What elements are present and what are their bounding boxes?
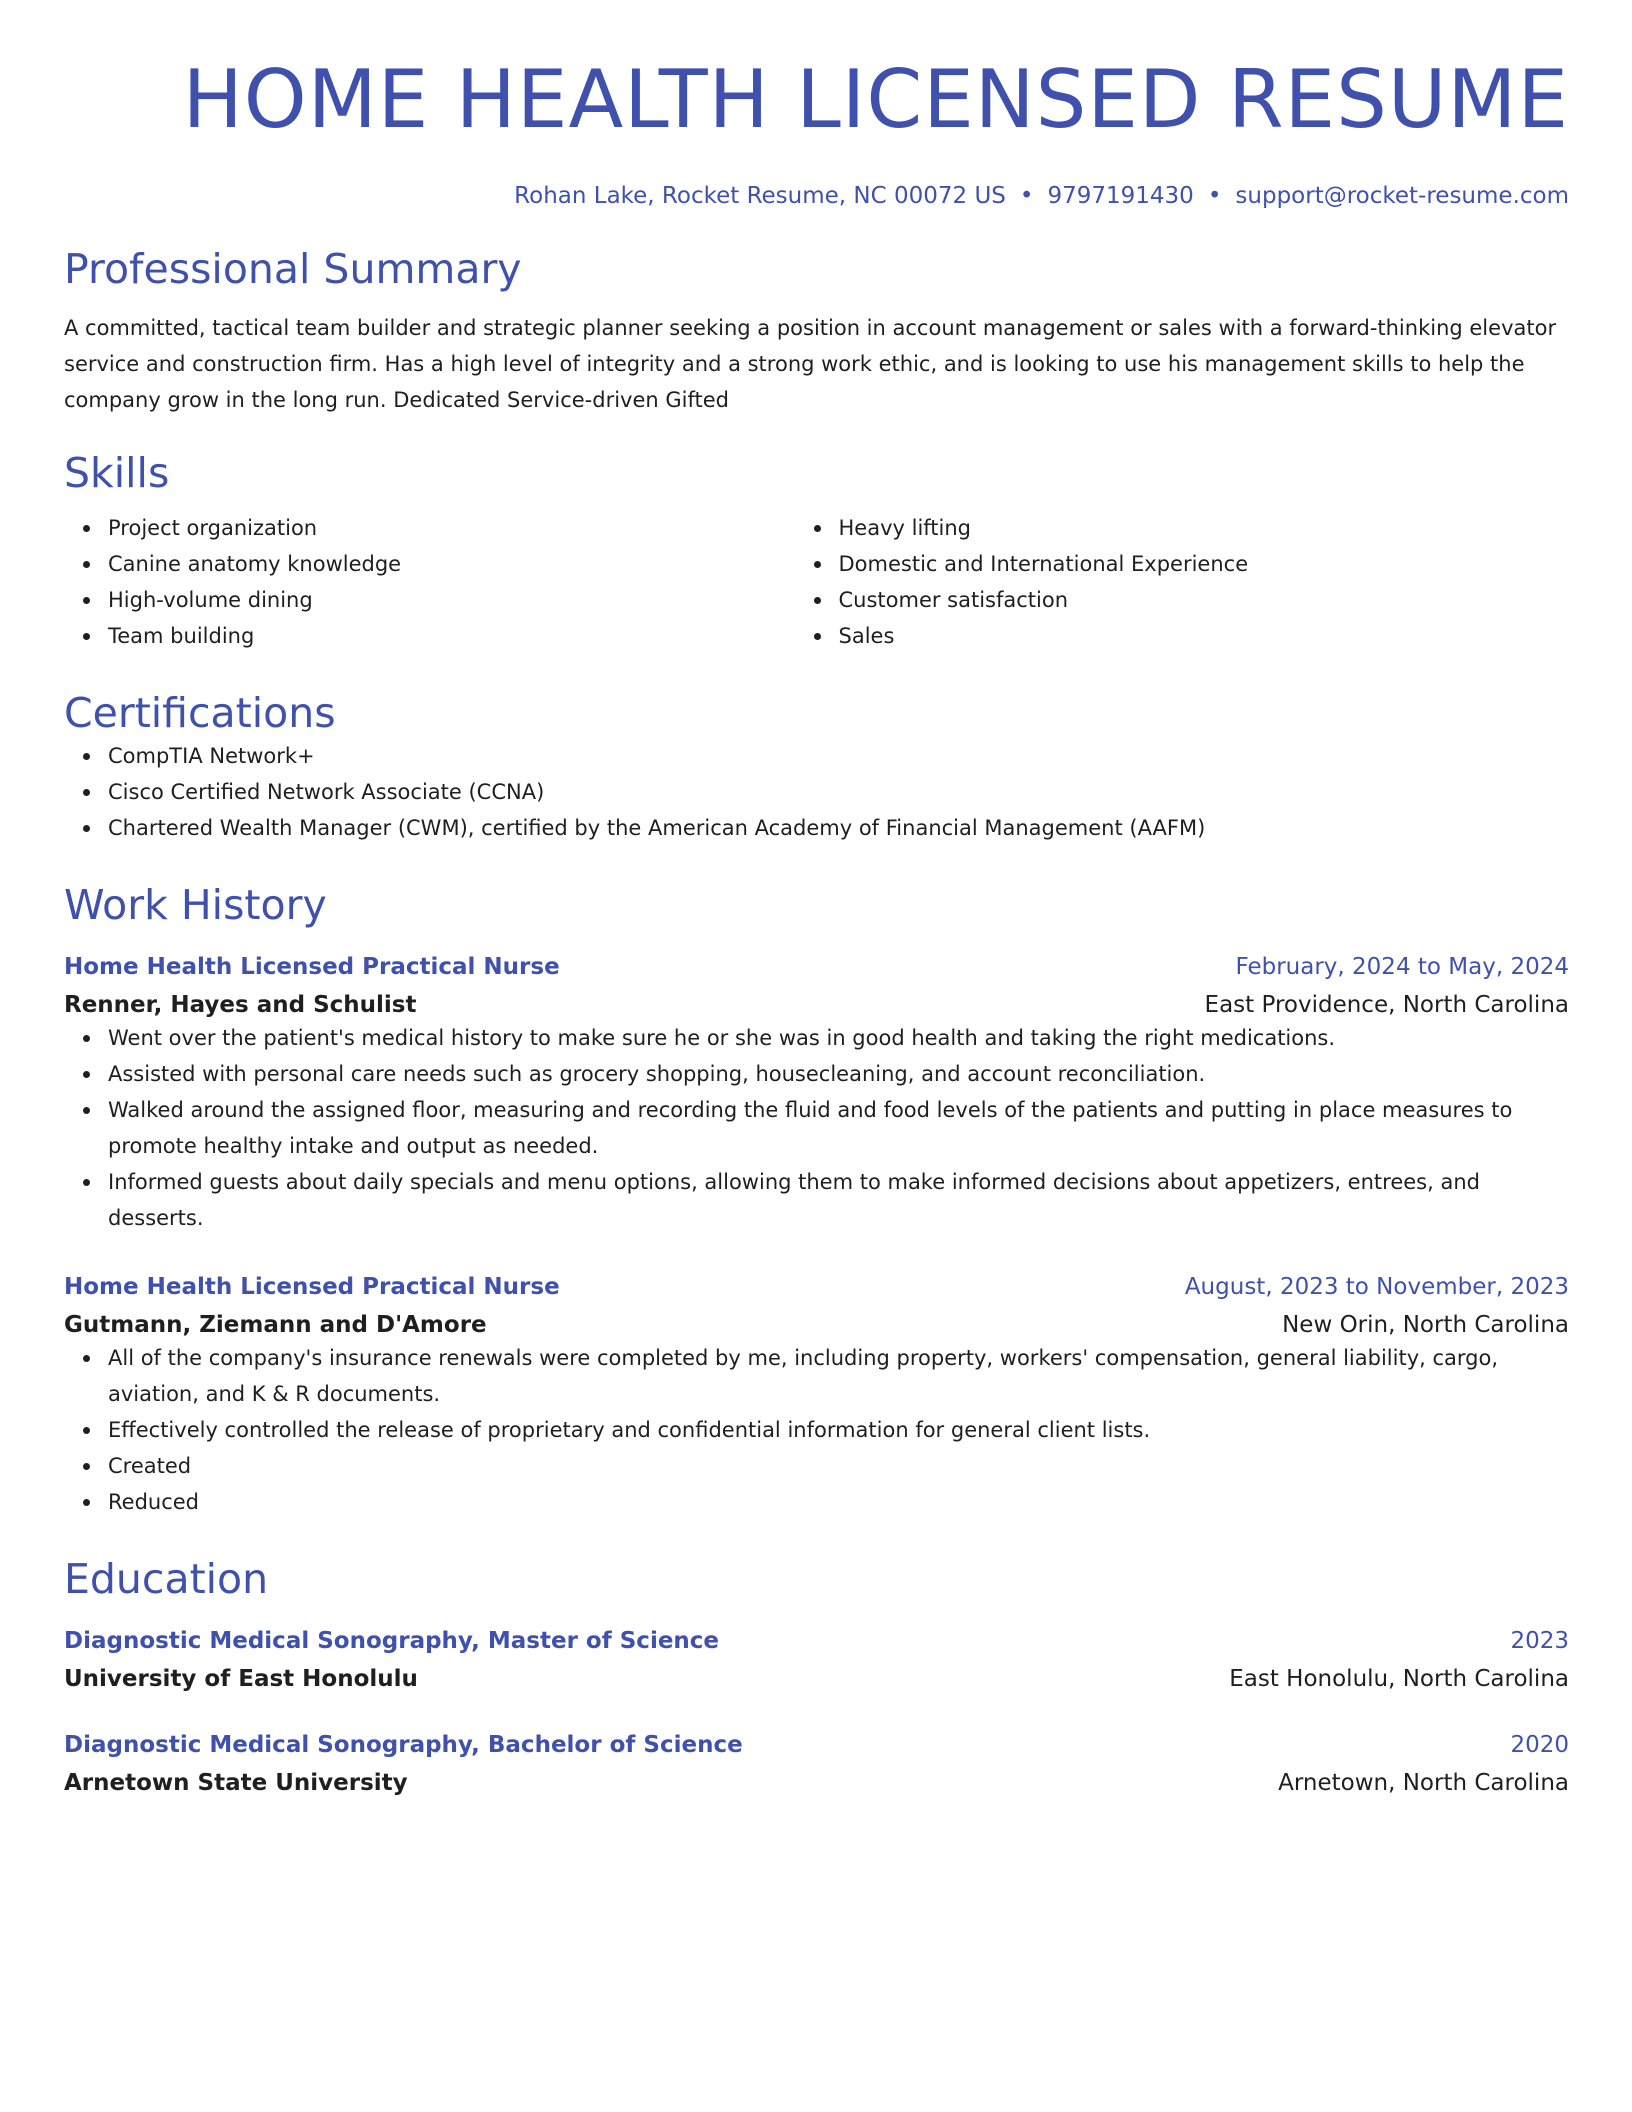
- job-title: Home Health Licensed Practical Nurse: [64, 954, 560, 980]
- job-duty-item: Created: [108, 1448, 1569, 1484]
- skills-columns: [64, 510, 1569, 654]
- education-header-row: [64, 1626, 1569, 1656]
- skills-list-right: [839, 510, 1570, 654]
- job-duty-item: Informed guests about daily specials and menu options, allowing them to make informed decisions about appetizers, entrees, and desserts.: [108, 1164, 1569, 1236]
- job-duty-item: Walked around the assigned floor, measuring and recording the fluid and food levels of the patients and putting in place measures to promote healthy intake and output as needed.: [108, 1092, 1569, 1164]
- resume-title: HOME HEALTH LICENSED RESUME: [182, 53, 1569, 146]
- education-entry: [64, 1730, 1569, 1798]
- education-degree: Diagnostic Medical Sonography, Bachelor of Science: [64, 1732, 743, 1758]
- job-dates: February, 2024 to May, 2024: [1235, 954, 1569, 980]
- skill-item: Team building: [108, 618, 839, 654]
- contact-email[interactable]: support@rocket-resume.com: [1235, 183, 1569, 209]
- skill-item: Sales: [839, 618, 1570, 654]
- contact-separator: •: [1019, 183, 1034, 209]
- education-school-row: [64, 1664, 1569, 1694]
- job-company: Renner, Hayes and Schulist: [64, 992, 417, 1018]
- section-heading-summary: Professional Summary: [64, 245, 522, 293]
- job-duties-list: [64, 1020, 1569, 1236]
- section-heading-education: Education: [64, 1555, 269, 1603]
- job-company-row: [64, 990, 1569, 1020]
- job-duty-item: Went over the patient's medical history to make sure he or she was in good health and taking the right medications.: [108, 1020, 1569, 1056]
- education-school-row: [64, 1768, 1569, 1798]
- job-location: New Orin, North Carolina: [1282, 1312, 1569, 1338]
- skill-item: Domestic and International Experience: [839, 546, 1570, 582]
- education-header-row: [64, 1730, 1569, 1760]
- education-degree: Diagnostic Medical Sonography, Master of Science: [64, 1628, 720, 1654]
- contact-line: [64, 181, 1569, 211]
- education-school: University of East Honolulu: [64, 1666, 418, 1692]
- job-header-row: [64, 1272, 1569, 1302]
- job-title: Home Health Licensed Practical Nurse: [64, 1274, 560, 1300]
- section-heading-certifications: Certifications: [64, 689, 336, 737]
- job-entry: [64, 952, 1569, 1236]
- skills-list-left: [64, 510, 839, 654]
- job-duty-item: Reduced: [108, 1484, 1569, 1520]
- education-location: East Honolulu, North Carolina: [1229, 1666, 1569, 1692]
- skill-item: High-volume dining: [108, 582, 839, 618]
- job-dates: August, 2023 to November, 2023: [1184, 1274, 1569, 1300]
- education-year: 2020: [1510, 1732, 1569, 1758]
- contact-separator: •: [1207, 183, 1222, 209]
- contact-phone: 9797191430: [1047, 183, 1194, 209]
- certification-item: Chartered Wealth Manager (CWM), certified by the American Academy of Financial Management (AAFM): [108, 810, 1569, 846]
- certification-item: Cisco Certified Network Associate (CCNA): [108, 774, 1569, 810]
- certification-item: CompTIA Network+: [108, 738, 1569, 774]
- skill-item: Customer satisfaction: [839, 582, 1570, 618]
- skill-item: Heavy lifting: [839, 510, 1570, 546]
- job-duty-item: Effectively controlled the release of proprietary and confidential information for general client lists.: [108, 1412, 1569, 1448]
- summary-text: A committed, tactical team builder and strategic planner seeking a position in account management or sales with a forward-thinking elevator service and construction firm. Has a high level of integrity and a strong work ethic, and is looking to use his management skills to help the company grow in the long run. Dedicated Service-driven Gifted: [64, 316, 1557, 412]
- job-company: Gutmann, Ziemann and D'Amore: [64, 1312, 487, 1338]
- skill-item: Project organization: [108, 510, 839, 546]
- job-header-row: [64, 952, 1569, 982]
- section-heading-skills: Skills: [64, 449, 170, 497]
- skill-item: Canine anatomy knowledge: [108, 546, 839, 582]
- job-duties-list: [64, 1340, 1569, 1520]
- education-school: Arnetown State University: [64, 1770, 408, 1796]
- job-duty-item: All of the company's insurance renewals were completed by me, including property, workers' compensation, general liability, cargo, aviation, and K & R documents.: [108, 1340, 1569, 1412]
- contact-address: Rohan Lake, Rocket Resume, NC 00072 US: [514, 183, 1006, 209]
- certifications-list: [64, 738, 1569, 846]
- job-location: East Providence, North Carolina: [1204, 992, 1569, 1018]
- education-entry: [64, 1626, 1569, 1694]
- section-heading-work-history: Work History: [64, 881, 327, 929]
- job-company-row: [64, 1310, 1569, 1340]
- education-year: 2023: [1510, 1628, 1569, 1654]
- education-location: Arnetown, North Carolina: [1278, 1770, 1569, 1796]
- job-entry: [64, 1272, 1569, 1520]
- job-duty-item: Assisted with personal care needs such as grocery shopping, housecleaning, and account reconciliation.: [108, 1056, 1569, 1092]
